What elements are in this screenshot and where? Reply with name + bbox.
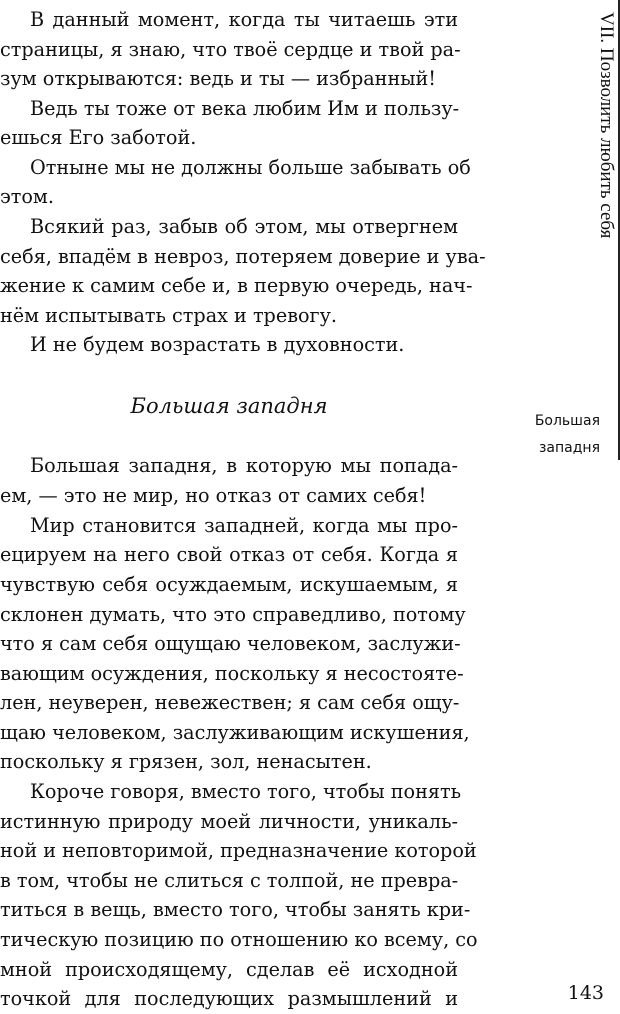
margin-note-line: западня — [538, 440, 600, 456]
text-line: истинную природу моей личности, уникаль- — [0, 810, 458, 833]
text-line: И не будем возрастать в духовности. — [30, 333, 405, 356]
text-line: титься в вещь, вместо того, чтобы занять кри- — [0, 898, 471, 921]
page-number: 143 — [567, 982, 604, 1004]
text-line: жение к самим себе и, в первую очередь, нач- — [0, 274, 473, 297]
running-head: VII. Позволить любить себя — [596, 12, 617, 239]
text-line: зум открываются: ведь и ты — избранный! — [0, 67, 437, 90]
text-line: Большая западня, в которую мы попада- — [30, 454, 458, 477]
text-line: ем, — это не мир, но отказ от самих себя! — [0, 484, 427, 507]
text-line: нём испытывать страх и тревогу. — [0, 304, 337, 327]
text-line: мной происходящему, сделав её исходной — [0, 958, 458, 981]
text-line: тическую позицию по отношению ко всему, со — [0, 928, 478, 951]
text-line: вающим осуждения, поскольку я несостояте- — [0, 662, 464, 685]
text-line: чувствую себя осуждаемым, искушаемым, я — [0, 573, 458, 596]
text-line: этом. — [0, 185, 54, 208]
text-line: поскольку я грязен, зол, ненасытен. — [0, 750, 372, 773]
text-line: Ведь ты тоже от века любим Им и пользу- — [30, 97, 460, 120]
text-line: Отныне мы не должны больше забывать об — [30, 156, 471, 179]
text-line: себя, впадём в невроз, потеряем доверие и ува- — [0, 245, 486, 268]
text-line: ной и неповторимой, предназначение которой — [0, 839, 477, 862]
text-line: Короче говоря, вместо того, чтобы понять — [30, 780, 462, 803]
text-line: щаю человеком, заслуживающим искушения, — [0, 721, 470, 744]
text-line: ецируем на него свой отказ от себя. Когда я — [0, 543, 458, 566]
text-line: ешься Его заботой. — [0, 126, 197, 149]
section-heading: Большая западня — [130, 394, 328, 418]
text-line: точкой для последующих размышлений и — [0, 987, 458, 1010]
text-line: В данный момент, когда ты читаешь эти — [30, 8, 458, 31]
text-line: Мир становится западней, когда мы про- — [30, 514, 458, 537]
text-line: склонен думать, что это справедливо, потому — [0, 603, 466, 626]
text-line: лен, неуверен, невежествен; я сам себя ощу- — [0, 691, 460, 714]
text-line: что я сам себя ощущаю человеком, заслужи- — [0, 632, 461, 655]
text-line: в том, чтобы не слиться с толпой, не превра- — [0, 869, 459, 892]
text-line: Всякий раз, забыв об этом, мы отвергнем — [30, 215, 458, 238]
text-line: страницы, я знаю, что твоё сердце и твой ра- — [0, 38, 461, 61]
margin-note — [500, 408, 600, 462]
margin-note-line: Большая — [534, 413, 600, 429]
